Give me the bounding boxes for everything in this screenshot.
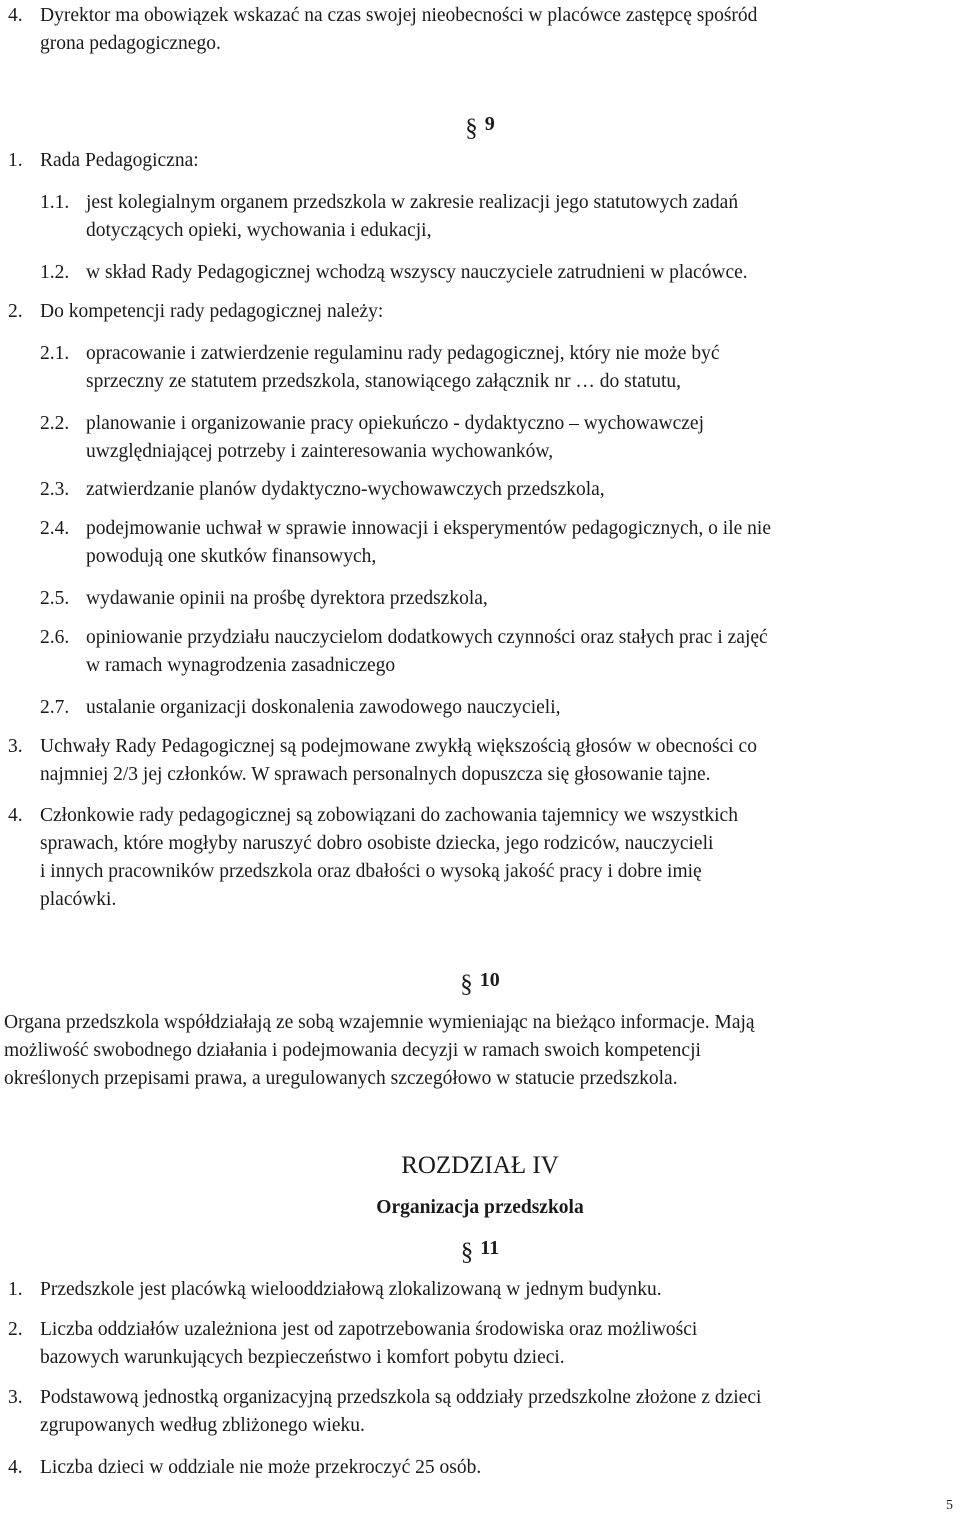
list-text: jest kolegialnym organem przedszkola w zakresie realizacji jego statutowych zadań — [86, 192, 739, 213]
list-text: Liczba oddziałów uzależniona jest od zapotrzebowania środowiska oraz możliwości — [40, 1319, 698, 1340]
section-symbol: § — [460, 1239, 474, 1266]
list-text: podejmowanie uchwał w sprawie innowacji i eksperymentów pedagogicznych, o ile nie — [86, 518, 771, 539]
paragraph-line: określonych przepisami prawa, a uregulowanych szczegółowo w statucie przedszkola. — [4, 1068, 678, 1089]
list-number: 2. — [8, 301, 23, 322]
list-number: 3. — [8, 736, 23, 757]
list-text: Członkowie rady pedagogicznej są zobowiązani do zachowania tajemnicy we wszystkich — [40, 805, 738, 826]
paragraph-line: Organa przedszkola współdziałają ze sobą wzajemnie wymieniając na bieżąco informacje. Mają — [4, 1012, 755, 1033]
section-number: 10 — [479, 969, 500, 991]
list-text: w skład Rady Pedagogicznej wchodzą wszyscy nauczyciele zatrudnieni w placówce. — [86, 262, 748, 283]
chapter-subtitle: Organizacja przedszkola — [376, 1197, 584, 1218]
section-number: 11 — [480, 1237, 500, 1259]
list-number: 4. — [8, 1457, 23, 1478]
list-text: dotyczących opieki, wychowania i edukacji, — [86, 220, 432, 241]
list-number: 1.1. — [40, 192, 70, 213]
list-number: 2.3. — [40, 479, 70, 500]
list-number: 4. — [8, 805, 23, 826]
section-symbol: § — [460, 971, 473, 998]
list-text: powodują one skutków finansowych, — [86, 546, 377, 567]
list-text: uwzględniającej potrzeby i zainteresowania wychowanków, — [86, 441, 554, 462]
list-text: Uchwały Rady Pedagogicznej są podejmowane zwykłą większością głosów w obecności co — [40, 736, 757, 757]
list-text: i innych pracowników przedszkola oraz dbałości o wysoką jakość pracy i dobre imię — [40, 861, 702, 882]
list-number: 2.5. — [40, 588, 70, 609]
chapter-title: ROZDZIAŁ IV — [401, 1152, 559, 1179]
section-symbol: § — [465, 115, 478, 142]
list-text: zatwierdzanie planów dydaktyczno-wychowawczych przedszkola, — [86, 479, 605, 500]
list-text: Liczba dzieci w oddziale nie może przekroczyć 25 osób. — [40, 1457, 482, 1478]
list-text: planowanie i organizowanie pracy opiekuńczo - dydaktyczno – wychowawczej — [86, 413, 704, 434]
section-heading-10 — [0, 966, 960, 999]
list-text: grona pedagogicznego. — [40, 33, 221, 54]
list-text: wydawanie opinii na prośbę dyrektora przedszkola, — [86, 588, 488, 609]
list-text: Przedszkole jest placówką wielooddziałową zlokalizowaną w jednym budynku. — [40, 1279, 662, 1300]
list-number: 1. — [8, 150, 23, 171]
list-text: Podstawową jednostką organizacyjną przedszkola są oddziały przedszkolne złożone z dzieci — [40, 1387, 762, 1408]
page-number: 5 — [946, 1498, 953, 1513]
list-number: 3. — [8, 1387, 23, 1408]
list-number: 2.7. — [40, 697, 70, 718]
list-text: Rada Pedagogiczna: — [40, 150, 199, 171]
list-text: Dyrektor ma obowiązek wskazać na czas swojej nieobecności w placówce zastępcę spośród — [40, 5, 758, 26]
section-heading-9 — [0, 110, 960, 143]
list-text: placówki. — [40, 889, 117, 910]
list-number: 4. — [8, 5, 23, 26]
list-text: sprawach, które mogłyby naruszyć dobro osobiste dziecka, jego rodziców, nauczycieli — [40, 833, 714, 854]
paragraph-line: możliwość swobodnego działania i podejmowania decyzji w ramach swoich kompetencji — [4, 1040, 701, 1061]
list-number: 2.2. — [40, 413, 70, 434]
list-number: 2. — [8, 1319, 23, 1340]
list-number: 2.6. — [40, 627, 70, 648]
list-text: w ramach wynagrodzenia zasadniczego — [86, 655, 396, 676]
list-text: zgrupowanych według zbliżonego wieku. — [40, 1415, 365, 1436]
list-number: 1. — [8, 1279, 23, 1300]
list-text: opiniowanie przydziału nauczycielom dodatkowych czynności oraz stałych prac i zajęć — [86, 627, 768, 648]
list-text: opracowanie i zatwierdzenie regulaminu rady pedagogicznej, który nie może być — [86, 343, 720, 364]
list-number: 2.4. — [40, 518, 70, 539]
section-heading-11 — [0, 1234, 960, 1267]
section-number: 9 — [484, 113, 495, 135]
list-text: bazowych warunkujących bezpieczeństwo i komfort pobytu dzieci. — [40, 1347, 565, 1368]
list-text: najmniej 2/3 jej członków. W sprawach personalnych dopuszcza się głosowanie tajne. — [40, 764, 711, 785]
list-number: 2.1. — [40, 343, 70, 364]
list-text: ustalanie organizacji doskonalenia zawodowego nauczycieli, — [86, 697, 561, 718]
list-number: 1.2. — [40, 262, 70, 283]
list-text: sprzeczny ze statutem przedszkola, stanowiącego załącznik nr … do statutu, — [86, 371, 682, 392]
list-text: Do kompetencji rady pedagogicznej należy: — [40, 301, 384, 322]
